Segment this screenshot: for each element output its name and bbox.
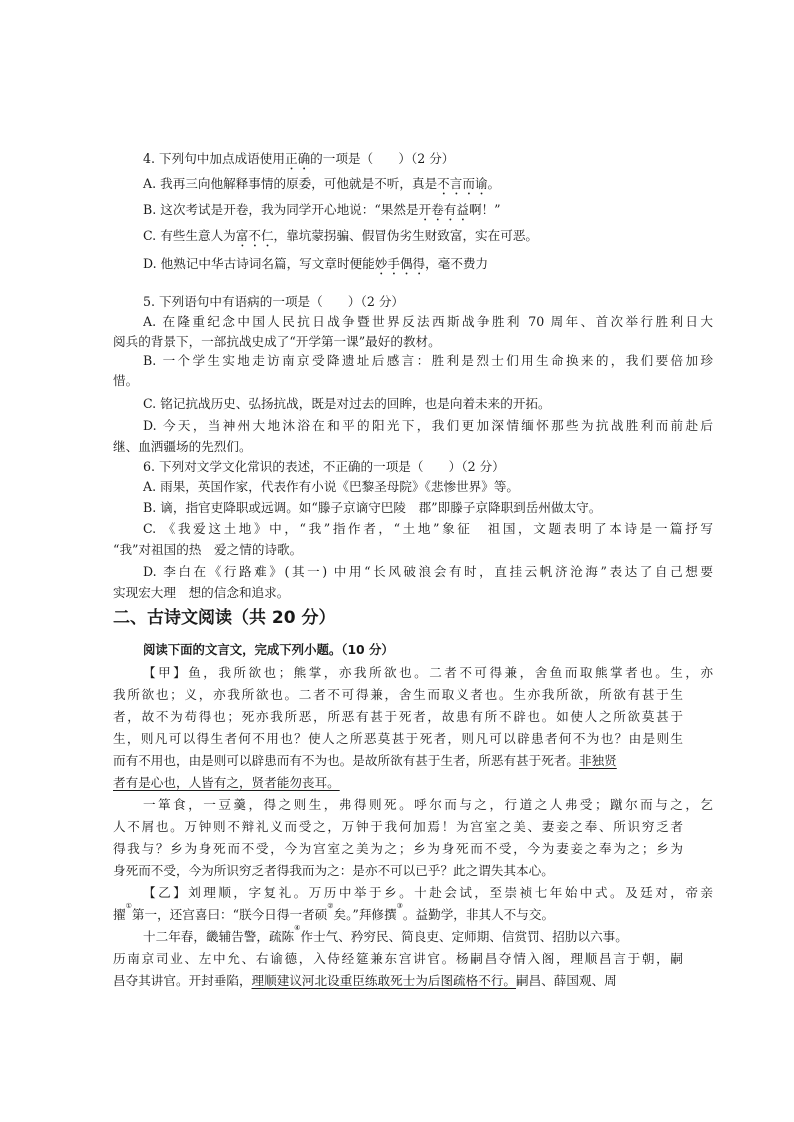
section-heading: 二、古诗文阅读（共 20 分） — [113, 608, 336, 628]
q5-option-b-line1: B. 一个学生实地走访南京受降遗址后感言：胜利是烈士们用生命换来的，我们要倍加珍 — [143, 353, 713, 368]
passage-jia-p2-line2: 人不屑也。万钟则不辩礼义而受之，万钟于我何加焉！为宫室之美、妻妾之奉、所识穷乏者 — [113, 819, 683, 834]
passage-yi-p2-line2: 历南京司业、左中允、右谕德，入侍经筵兼东宫讲官。杨嗣昌夺情入阁，理顺昌言于朝，嗣 — [113, 951, 683, 966]
q6-option-c-line1: C. 《我爱这土地》中，“我”指作者，“土地”象征 祖国，文题表明了本诗是一篇抒写 — [143, 521, 713, 536]
q4-option-d: D. 他熟记中华古诗词名篇，写文章时便能妙手偶得，毫不费力 — [143, 256, 489, 271]
q6-option-d-line2: 实现宏大理 想的信念和追求。 — [113, 585, 290, 600]
q6-option-b: B. 谪，指官吏降职或远调。如“滕子京谪守巴陵 郡”即滕子京降职到岳州做太守。 — [143, 500, 602, 515]
passage-jia-p2-line4: 身死而不受，今为所识穷乏者得我而为之：是亦不可以已乎？此之谓失其本心。 — [113, 863, 554, 878]
q4-option-c: C. 有些生意人为富不仁，靠坑蒙拐骗、假冒伪劣生财致富，实在可恶。 — [143, 228, 539, 243]
passage-jia-p2-line1: 一箪食，一豆羹，得之则生，弗得则死。呼尔而与之，行道之人弗受；蹴尔而与之，乞 — [143, 797, 713, 812]
q5-option-b-line2: 惜。 — [113, 373, 139, 388]
q6-option-a: A. 雨果，英国作家，代表作有小说《巴黎圣母院》《悲惨世界》等。 — [143, 479, 520, 494]
passage-yi-line2: 擢①第一，还宫喜曰：“朕今日得一者硕②矣。”拜修撰③。益勤学，非其人不与交。 — [113, 902, 555, 922]
reading-instruction: 阅读下面的文言文，完成下列小题。（10 分） — [143, 642, 394, 657]
underlined-sentence-1-cont: 者有是心也，人皆有之，贤者能勿丧耳。 — [113, 775, 340, 790]
q5-stem: 5. 下列语句中有语病的一项是（ ）（2 分） — [143, 294, 405, 309]
passage-jia-line4: 生，则凡可以得生者何不用也？使人之所恶莫甚于死者，则凡可以辟患者何不为也？由是则生 — [113, 731, 683, 746]
passage-jia-line2: 我所欲也；义，亦我所欲也。二者不可得兼，舍生而取义者也。生亦我所欲，所欲有甚于生 — [113, 687, 683, 702]
passage-jia-p2-line3: 得我与？乡为身死而不受，今为宫室之美为之；乡为身死而不受，今为妻妾之奉为之；乡为 — [113, 841, 683, 856]
passage-jia-line6 — [113, 774, 683, 791]
q6-option-c-line2: “我”对祖国的热 爱之情的诗歌。 — [113, 542, 303, 557]
underlined-sentence-2: 理顺建议河北设重臣练敢死士为后图疏格不行。 — [251, 973, 516, 988]
q6-stem: 6. 下列对文学文化常识的表述，不正确的一项是（ ）（2 分） — [143, 459, 505, 474]
passage-yi-line1: 【乙】刘理顺，字复礼。万历中举于乡。十赴会试，至崇祯七年始中式。及廷对，帝亲 — [143, 885, 713, 900]
q5-option-d-line1: D. 今天，当神州大地沐浴在和平的阳光下，我们更加深情缅怀那些为抗战胜利而前赴后 — [143, 418, 713, 433]
q5-option-c: C. 铭记抗战历史、弘扬抗战，既是对过去的回眸，也是向着未来的开拓。 — [143, 396, 551, 411]
underlined-sentence-1: 非独贤 — [578, 753, 617, 768]
passage-yi-p2-line3: 昌夺其讲官。开封垂陷，理顺建议河北设重臣练敢死士为后图疏格不行。嗣昌、薛国观、周 — [113, 973, 617, 988]
passage-jia-line5: 而有不用也，由是则可以辟患而有不为也。是故所欲有甚于生者，所恶有甚于死者。非独贤 — [113, 753, 617, 768]
q5-option-a-line1: A. 在隆重纪念中国人民抗日战争暨世界反法西斯战争胜利 70 周年、首次举行胜利日大 — [143, 314, 713, 329]
q4-stem: 4. 下列句中加点成语使用正确的一项是（ ）（2 分） — [143, 151, 455, 166]
q4-option-a: A. 我再三向他解释事情的原委，可他就是不听，真是不言而谕。 — [143, 176, 501, 191]
q5-option-d-line2: 继、血洒疆场的先烈们。 — [113, 439, 252, 454]
q5-option-a-line2: 阅兵的背景下，一部抗战史成了“开学第一课”最好的教材。 — [113, 334, 441, 349]
passage-jia-line3: 者，故不为苟得也；死亦我所恶，所恶有甚于死者，故患有所不辟也。如使人之所欲莫甚于 — [113, 709, 683, 724]
q4-option-b: B. 这次考试是开卷，我为同学开心地说：“果然是开卷有益啊！” — [143, 202, 501, 217]
passage-jia-line1: 【甲】鱼，我所欲也；熊掌，亦我所欲也。二者不可得兼，舍鱼而取熊掌者也。生，亦 — [143, 665, 713, 680]
q6-option-d-line1: D. 李白在《行路难》(其一) 中用“长风破浪会有时，直挂云帆济沧海”表达了自己想要 — [143, 564, 713, 579]
passage-yi-p2-line1: 十二年春，畿辅告警，疏陈④作士气、矜穷民、简良吏、定师期、信赏罚、招肋以六事。 — [143, 924, 628, 944]
